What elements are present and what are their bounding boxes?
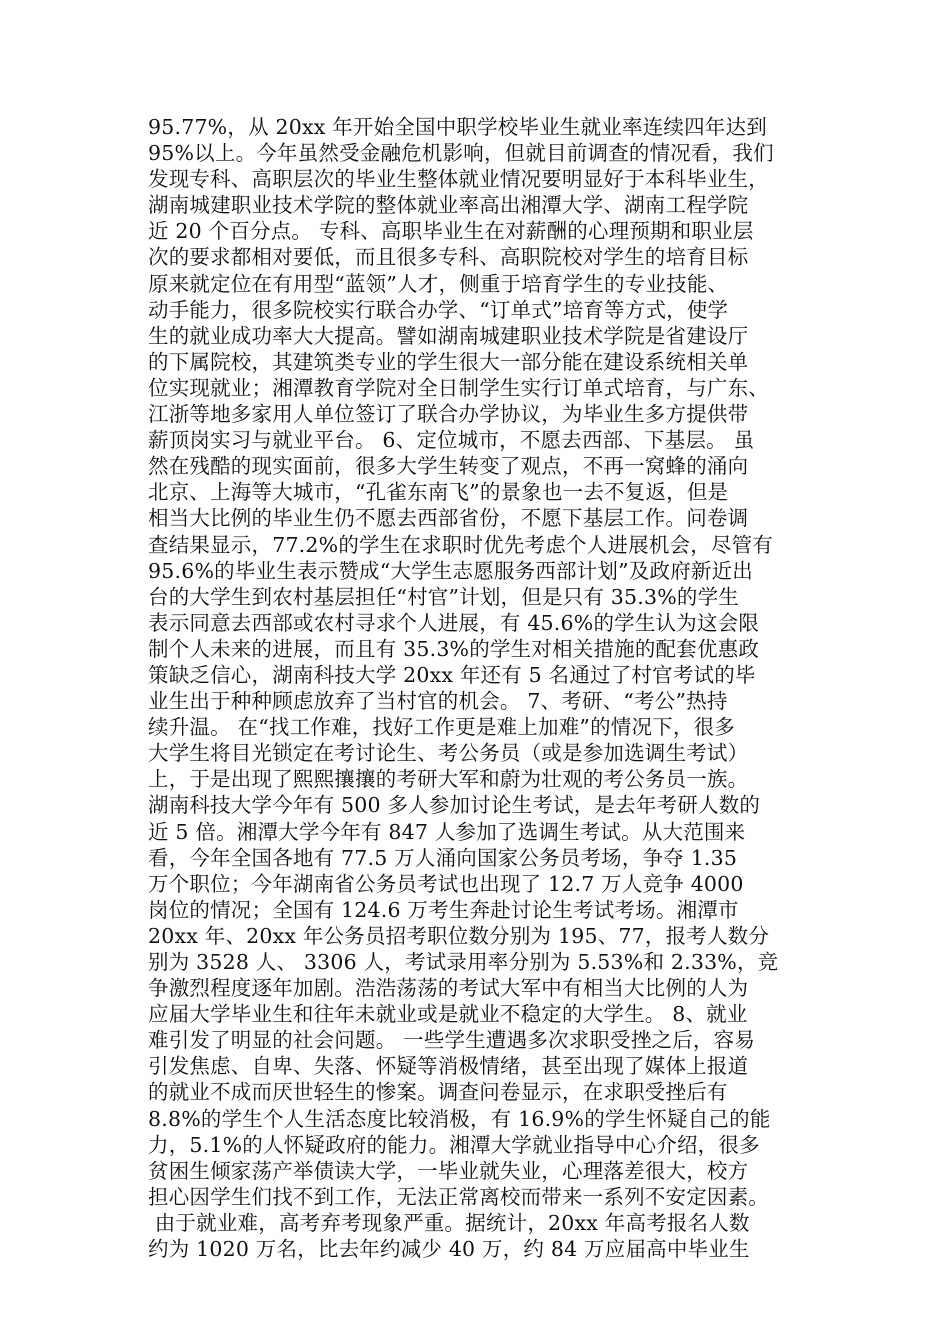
text-line: 力，5.1%的人怀疑政府的能力。湘潭大学就业指导中心介绍，很多 (148, 1132, 760, 1157)
text-line: 的就业不成而厌世轻生的惨案。调查问卷显示，在求职受挫后有 (148, 1080, 728, 1105)
text-line: 别为 3528 人、 3306 人，考试录用率分别为 5.53%和 2.33%，竞 (148, 950, 779, 974)
text-line: 江浙等地多家用人单位签订了联合办学协议，为毕业生多方提供带 (148, 402, 749, 427)
text-line: 台的大学生到农村基层担任“村官”计划，但是只有 35.3%的学生 (148, 584, 739, 609)
text-line: 的下属院校，其建筑类专业的学生很大一部分能在建设系统相关单 (148, 349, 749, 374)
text-line: 业生出于种种顾虑放弃了当村官的机会。 7、考研、“考公”热持 (148, 689, 728, 714)
text-line: 约为 1020 万名，比去年约减少 40 万，约 84 万应届高中毕业生 (148, 1237, 750, 1262)
text-line: 近 5 倍。湘潭大学今年有 847 人参加了选调生考试。从大范围来 (148, 819, 746, 844)
text-line: 岗位的情况；全国有 124.6 万考生奔赴讨论生考试考场。湘潭市 (148, 897, 739, 922)
document-body (148, 114, 804, 1262)
text-line: 95.6%的毕业生表示赞成“大学生志愿服务西部计划”及政府新近出 (148, 558, 753, 583)
text-line: 策缺乏信心，湖南科技大学 20xx 年还有 5 名通过了村官考试的毕 (148, 662, 756, 687)
text-line: 薪顶岗实习与就业平台。 6、定位城市，不愿去西部、下基层。 虽 (148, 428, 755, 453)
text-line: 湖南城建职业技术学院的整体就业率高出湘潭大学、湖南工程学院 (148, 193, 749, 218)
text-line: 湖南科技大学今年有 500 多人参加讨论生考试，是去年考研人数的 (148, 793, 761, 818)
text-line: 近 20 个百分点。 专科、高职毕业生在对薪酬的心理预期和职业层 (148, 219, 754, 244)
text-line: 担心因学生们找不到工作，无法正常离校而带来一系列不安定因素。 (148, 1184, 769, 1209)
text-line: 大学生将目光锁定在考讨论生、考公务员（或是参加选调生考试） (148, 741, 749, 766)
text-line: 查结果显示，77.2%的学生在求职时优先考虑个人进展机会，尽管有 (148, 532, 774, 557)
text-line: 北京、上海等大城市，“孔雀东南飞”的景象也一去不复返，但是 (148, 480, 729, 505)
text-line: 95%以上。今年虽然受金融危机影响，但就目前调查的情况看，我们 (148, 141, 774, 166)
text-line: 动手能力，很多院校实行联合办学、“订单式”培育等方式，使学 (148, 297, 729, 322)
text-line: 相当大比例的毕业生仍不愿去西部省份，不愿下基层工作。问卷调 (148, 506, 749, 531)
text-line: 表示同意去西部或农村寻求个人进展，有 45.6%的学生认为这会限 (148, 610, 760, 635)
text-line: 发现专科、高职层次的毕业生整体就业情况要明显好于本科毕业生， (148, 167, 769, 192)
text-line: 位实现就业；湘潭教育学院对全日制学生实行订单式培育，与广东、 (148, 375, 769, 400)
text-line: 95.77%，从 20xx 年开始全国中职学校毕业生就业率连续四年达到 (148, 115, 767, 139)
text-line: 20xx 年、20xx 年公务员招考职位数分别为 195、77，报考人数分 (148, 923, 770, 948)
text-line: 原来就定位在有用型“蓝领”人才，侧重于培育学生的专业技能、 (148, 271, 729, 296)
text-line: 由于就业难，高考弃考现象严重。据统计，20xx 年高考报名人数 (148, 1210, 750, 1235)
text-line: 续升温。 在“找工作难，找好工作更是难上加难”的情况下，很多 (148, 715, 735, 740)
text-line: 贫困生倾家荡产举债读大学，一毕业就失业，心理落差很大，校方 (148, 1158, 749, 1183)
text-line: 万个职位；今年湖南省公务员考试也出现了 12.7 万人竞争 4000 (148, 871, 744, 896)
text-line: 应届大学毕业生和往年未就业或是就业不稳定的大学生。 8、就业 (148, 1002, 748, 1027)
text-line: 争激烈程度逐年加剧。浩浩荡荡的考试大军中有相当大比例的人为 (148, 976, 749, 1001)
text-line: 看，今年全国各地有 77.5 万人涌向国家公务员考场，争夺 1.35 (148, 845, 738, 870)
text-line: 生的就业成功率大大提高。譬如湖南城建职业技术学院是省建设厅 (148, 323, 749, 348)
text-line: 制个人未来的进展，而且有 35.3%的学生对相关措施的配套优惠政 (148, 636, 760, 661)
text-line: 然在残酷的现实面前，很多大学生转变了观点，不再一窝蜂的涌向 (148, 454, 749, 479)
text-line: 难引发了明显的社会问题。 一些学生遭遇多次求职受挫之后，容易 (148, 1028, 756, 1053)
text-line: 8.8%的学生个人生活态度比较消极，有 16.9%的学生怀疑自己的能 (148, 1106, 771, 1131)
text-line: 次的要求都相对要低，而且很多专科、高职院校对学生的培育目标 (148, 245, 749, 270)
text-line: 引发焦虑、自卑、失落、怀疑等消极情绪，甚至出现了媒体上报道 (148, 1054, 749, 1079)
text-line: 上，于是出现了熙熙攘攘的考研大军和蔚为壮观的考公务员一族。 (148, 767, 749, 792)
